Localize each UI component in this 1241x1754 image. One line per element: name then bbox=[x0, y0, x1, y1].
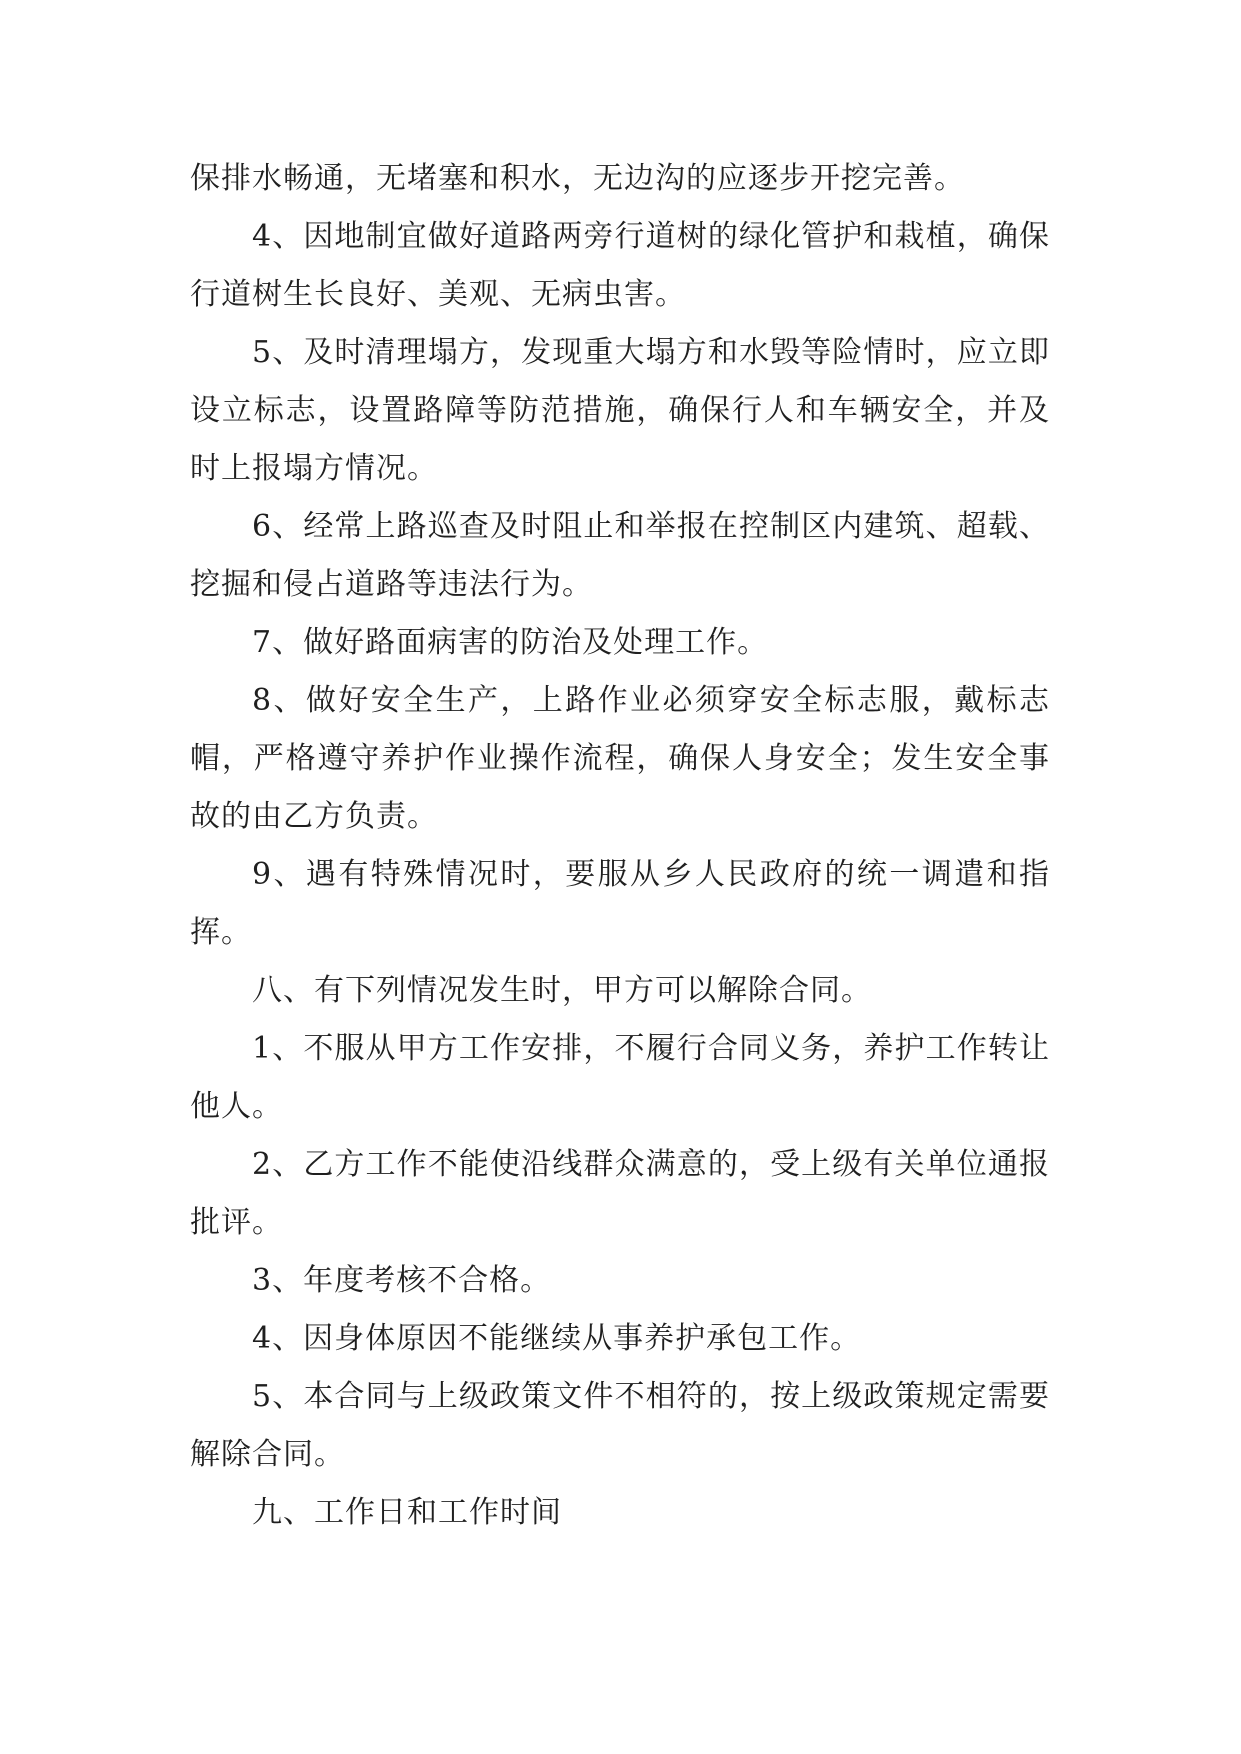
paragraph: 2、乙方工作不能使沿线群众满意的，受上级有关单位通报批评。 bbox=[190, 1147, 1050, 1240]
document-page bbox=[190, 150, 1050, 1542]
paragraph: 1、不服从甲方工作安排，不履行合同义务，养护工作转让他人。 bbox=[190, 1031, 1050, 1124]
paragraph: 9、遇有特殊情况时，要服从乡人民政府的统一调遣和指挥。 bbox=[190, 857, 1050, 950]
paragraph: 4、因地制宜做好道路两旁行道树的绿化管护和栽植，确保行道树生长良好、美观、无病虫害。 bbox=[190, 219, 1050, 312]
section-heading-paragraph: 八、有下列情况发生时，甲方可以解除合同。 bbox=[252, 973, 872, 1008]
paragraph: 3、年度考核不合格。 bbox=[252, 1263, 552, 1298]
paragraph: 8、做好安全生产，上路作业必须穿安全标志服，戴标志帽，严格遵守养护作业操作流程，确保人身安全；发生安全事故的由乙方负责。 bbox=[190, 683, 1050, 834]
paragraph: 5、及时清理塌方，发现重大塌方和水毁等险情时，应立即设立标志，设置路障等防范措施，确保行人和车辆安全，并及时上报塌方情况。 bbox=[190, 335, 1050, 486]
paragraph: 6、经常上路巡查及时阻止和举报在控制区内建筑、超载、挖掘和侵占道路等违法行为。 bbox=[190, 509, 1050, 602]
paragraph: 5、本合同与上级政策文件不相符的，按上级政策规定需要解除合同。 bbox=[190, 1379, 1050, 1472]
paragraph: 7、做好路面病害的防治及处理工作。 bbox=[252, 625, 769, 660]
paragraph: 4、因身体原因不能继续从事养护承包工作。 bbox=[252, 1321, 862, 1356]
section-heading-paragraph: 九、工作日和工作时间 bbox=[252, 1495, 562, 1530]
paragraph: 保排水畅通，无堵塞和积水，无边沟的应逐步开挖完善。 bbox=[190, 161, 965, 196]
